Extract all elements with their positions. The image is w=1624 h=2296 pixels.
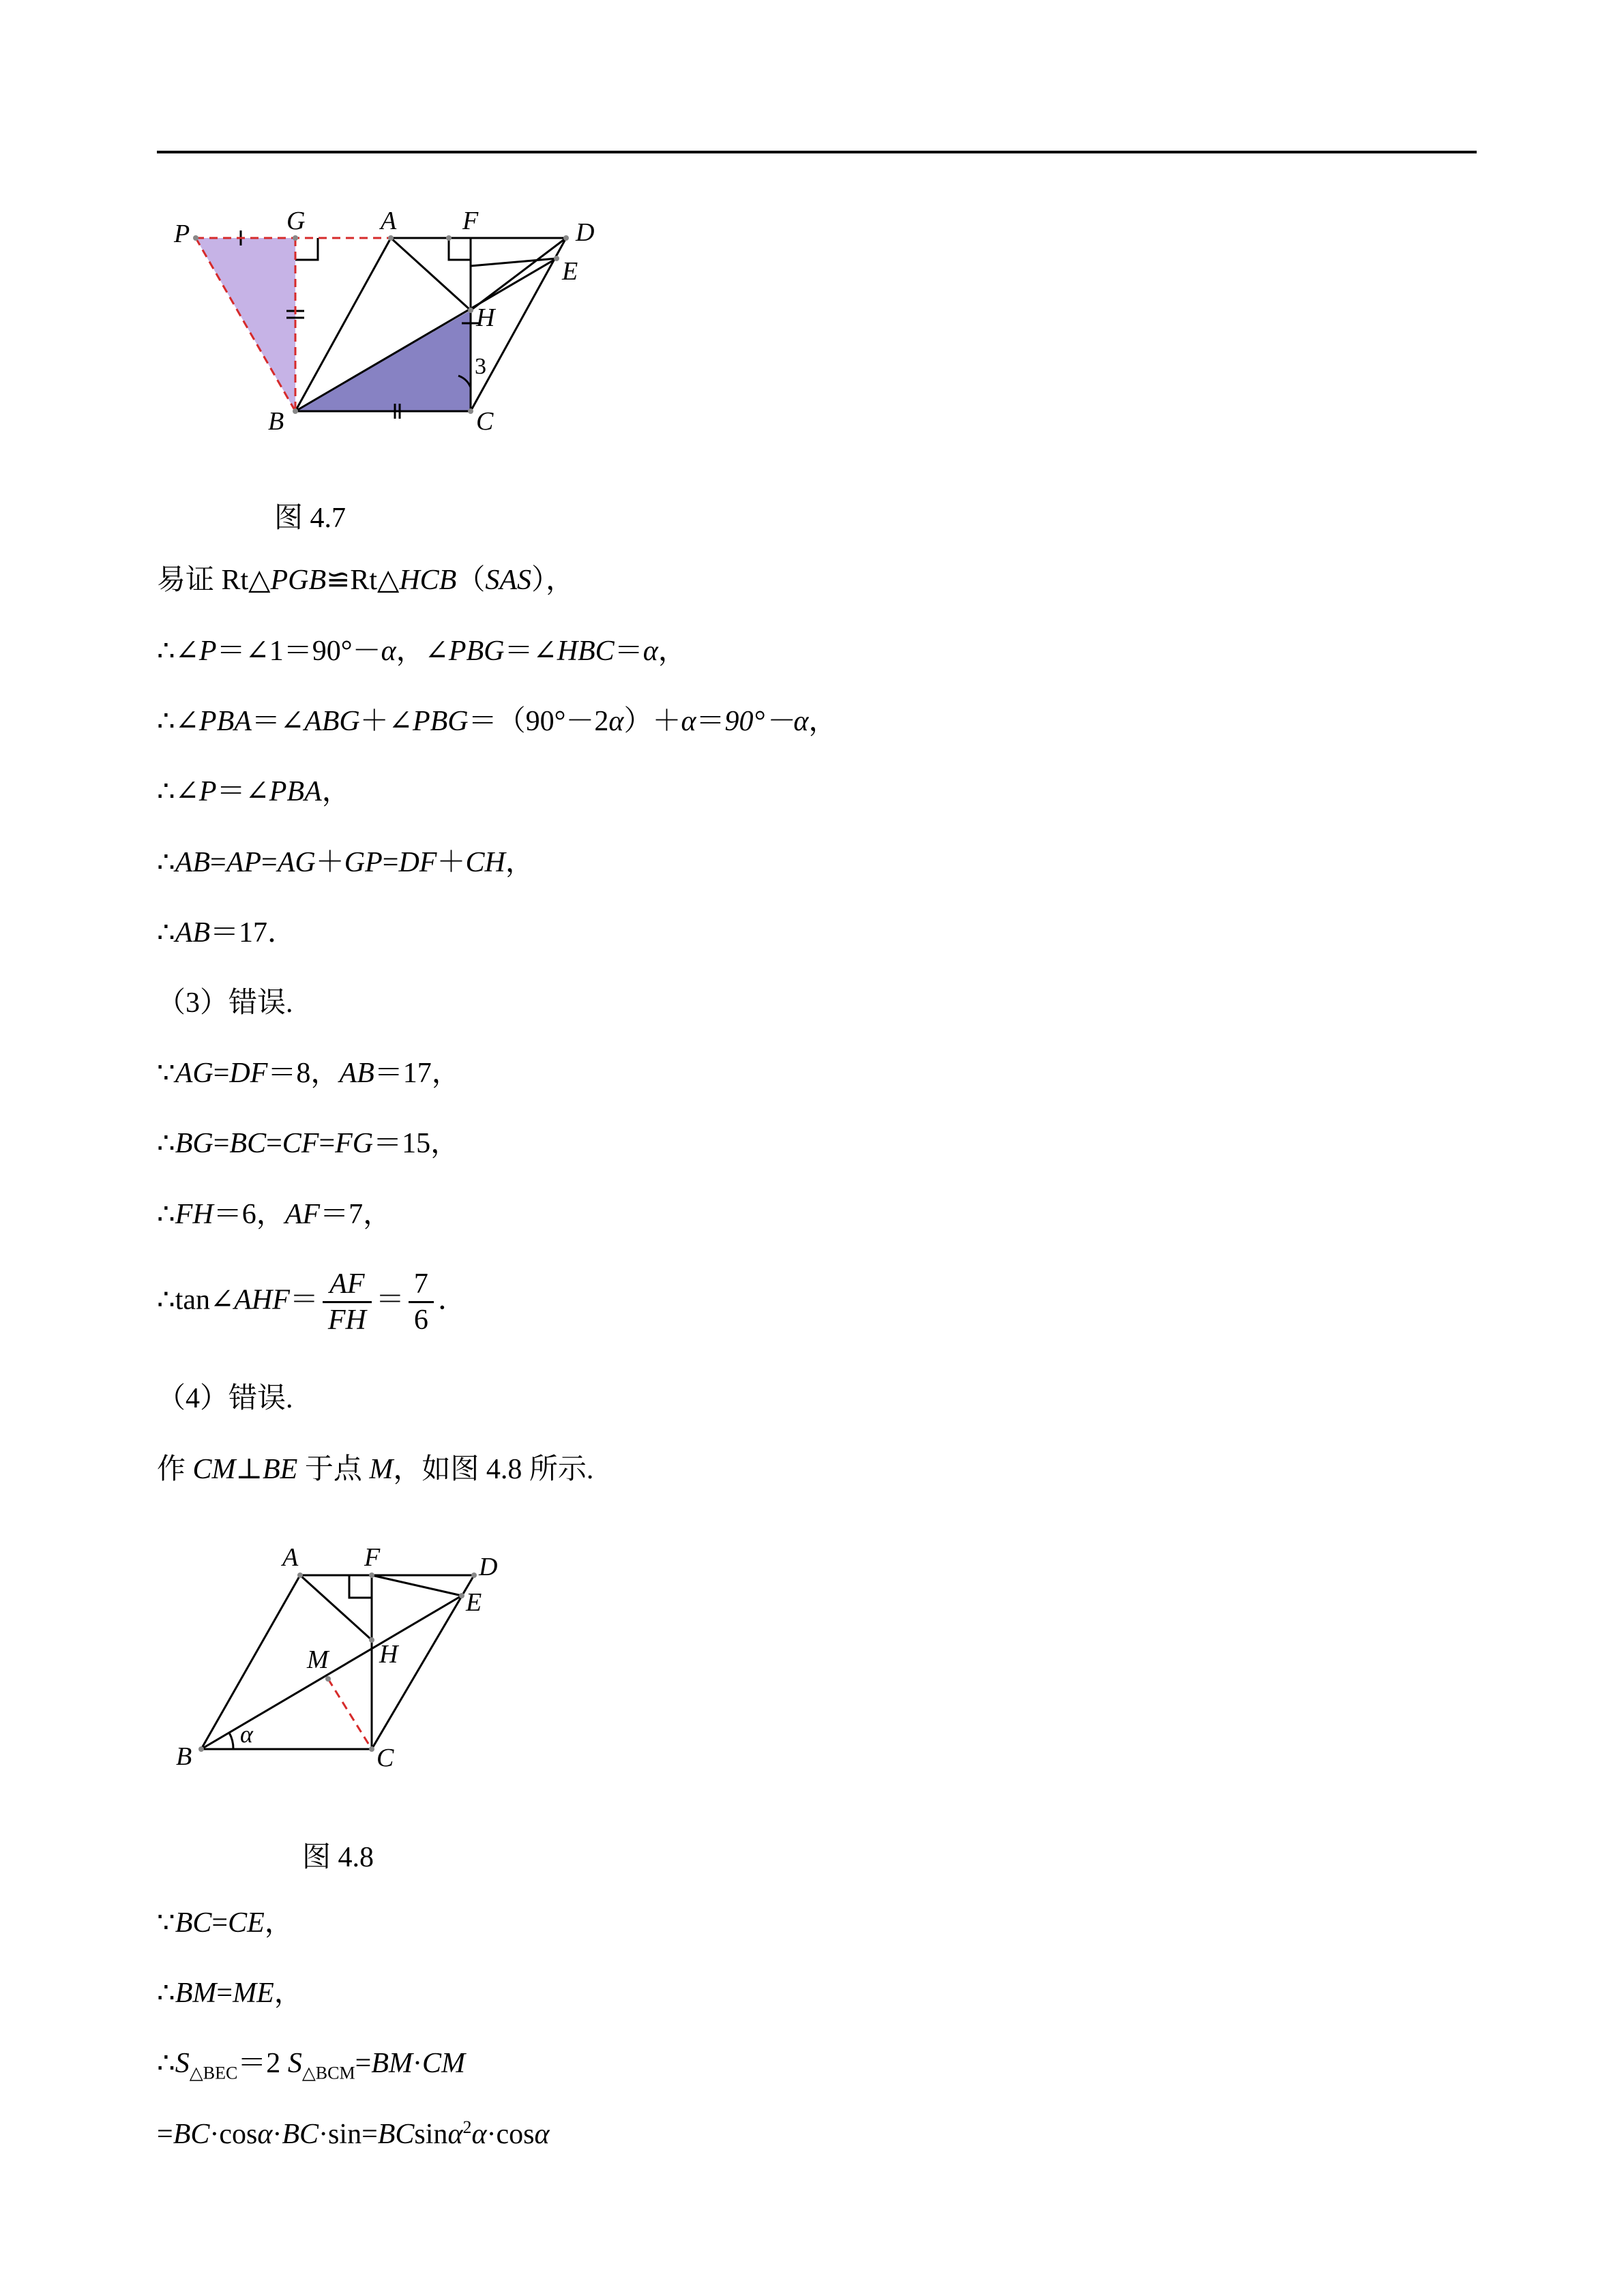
text-line-13: 作 CM⊥BE 于点 M，如图 4.8 所示. xyxy=(157,1454,594,1485)
label-e: E xyxy=(562,257,578,286)
text-line-1: 易证 Rt△PGB≌Rt△HCB（SAS）， xyxy=(157,565,575,596)
text-line-7: （3）错误. xyxy=(157,987,293,1019)
label-p: P xyxy=(174,220,190,248)
text-line-12: （4）错误. xyxy=(157,1383,293,1414)
text-line-4: ∴∠P＝∠PBA， xyxy=(157,776,351,807)
label-h: H xyxy=(476,303,495,332)
fraction-af-fh: $\frac{AF}{FH}$ xyxy=(323,1267,372,1338)
label-b-48: B xyxy=(176,1742,192,1771)
text-line-9: ∴BG=BC=CF=FG＝15， xyxy=(157,1128,460,1159)
label-f-48: F xyxy=(364,1543,381,1572)
label-a-48: A xyxy=(282,1543,299,1572)
text-line-15: ∴BM=ME， xyxy=(157,1978,303,2009)
label-d-48: D xyxy=(479,1553,498,1581)
label-d: D xyxy=(576,218,595,247)
label-g: G xyxy=(286,207,306,235)
text-line-10: ∴FH＝6，AF＝7， xyxy=(157,1199,392,1230)
label-h-48: H xyxy=(379,1640,398,1669)
text-line-2: ∴∠P＝∠1＝90°－α，∠PBG＝∠HBC＝α， xyxy=(157,636,687,667)
fraction-7-6: $\frac{7}{6}$ xyxy=(409,1267,434,1338)
label-c: C xyxy=(476,407,494,436)
figure-4-7-caption: 图 4.7 xyxy=(274,503,346,534)
text-line-3: ∴∠PBA＝∠ABG＋∠PBG＝（90°－2α）＋α＝90°－α， xyxy=(157,706,838,737)
text-line-11: ∴tan∠AHF＝ $\frac{AF}{FH}$ ＝ $\frac{7}{6}$ ． xyxy=(157,1267,467,1338)
text-line-16: $\therefore S_{\triangle BEC}=2$ $S_{\triangle BCM}=BM\cdot CM$ xyxy=(157,2048,465,2083)
header-rule xyxy=(157,151,1477,153)
figure-4-8 xyxy=(164,1534,532,1780)
label-b: B xyxy=(268,407,284,436)
text-line-5: ∴AB=AP=AG＋GP=DF＋CH， xyxy=(157,847,534,878)
label-a: A xyxy=(381,207,397,235)
label-f: F xyxy=(462,207,479,235)
angle-3-label: 3 xyxy=(475,354,486,379)
text-line-6: ∴AB＝17． xyxy=(157,917,297,949)
label-m-48: M xyxy=(307,1645,329,1674)
figure-4-7 xyxy=(164,205,614,450)
label-e-48: E xyxy=(466,1588,482,1617)
angle-alpha-label: α xyxy=(240,1720,253,1748)
label-c-48: C xyxy=(377,1744,394,1772)
text-line-17: =BC·cosα·BC·sin=BCsinα$^2$α·cosα xyxy=(157,2117,550,2150)
text-line-8: ∵AG=DF＝8，AB＝17， xyxy=(157,1058,460,1089)
figure-4-8-caption: 图 4.8 xyxy=(302,1842,374,1873)
text-line-14: ∵BC=CE， xyxy=(157,1907,293,1939)
